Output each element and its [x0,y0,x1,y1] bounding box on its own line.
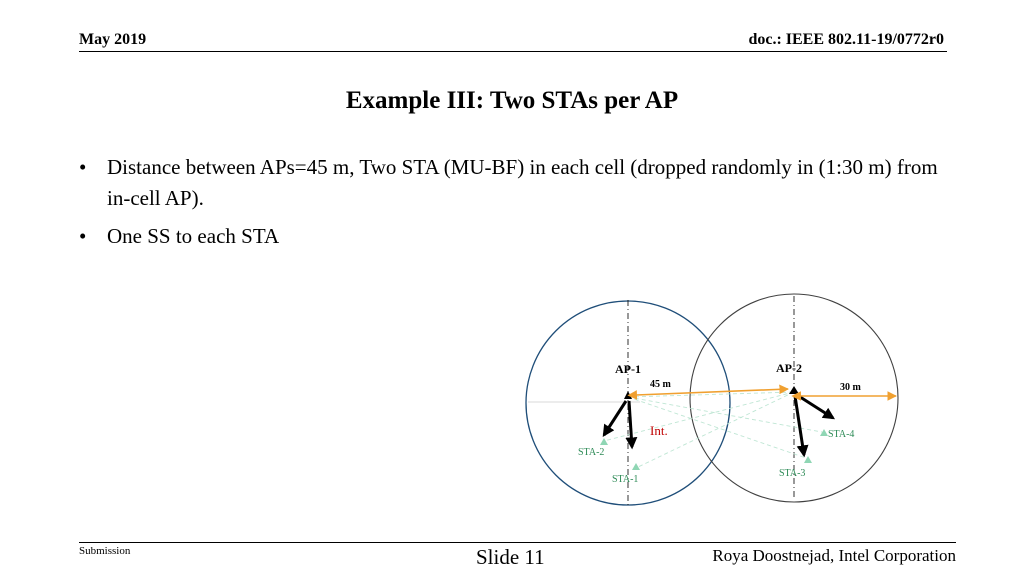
bullet-dot: • [79,155,87,179]
slide-title: Example III: Two STAs per AP [345,87,679,114]
footer-submission: Submission [79,545,131,557]
ap-1-label: AP-1 [615,362,641,376]
beam-ap2-sta3 [795,396,804,455]
sta-3-marker [804,456,812,463]
sta-2-label: STA-2 [578,447,605,458]
bullet-dot: • [79,224,87,248]
sta-3-label: STA-3 [779,468,806,479]
sta-1-marker [632,463,640,470]
ap-2-marker [789,386,799,394]
ap-2-label: AP-2 [776,361,802,375]
sta-4-label: STA-4 [828,429,855,440]
footer-author: Roya Doostnejad, Intel Corporation [712,546,956,565]
header-date: May 2019 [79,31,147,48]
bullet-text: Distance between APs=45 m, Two STA (MU-BF) in each cell (dropped randomly in (1:30 m) from in-cell AP). [107,155,938,210]
interference-label: Int. [650,423,668,438]
beam-ap1-sta1 [629,401,632,447]
sta-2-marker [600,438,608,445]
radius-label: 30 m [840,382,861,393]
beam-ap2-sta4 [797,395,833,418]
ap-distance-label: 45 m [650,379,671,390]
sta-1-label: STA-1 [612,474,639,485]
ap-1-marker [624,391,632,399]
header-doc-id: doc.: IEEE 802.11-19/0772r0 [748,31,944,48]
footer-slide-number: Slide 11 [476,545,545,569]
interference-lines [604,392,822,468]
sta-4-marker [820,429,828,436]
bullet-text: One SS to each STA [107,224,280,248]
footer-rule [79,542,956,543]
beam-ap1-sta2 [604,401,626,435]
